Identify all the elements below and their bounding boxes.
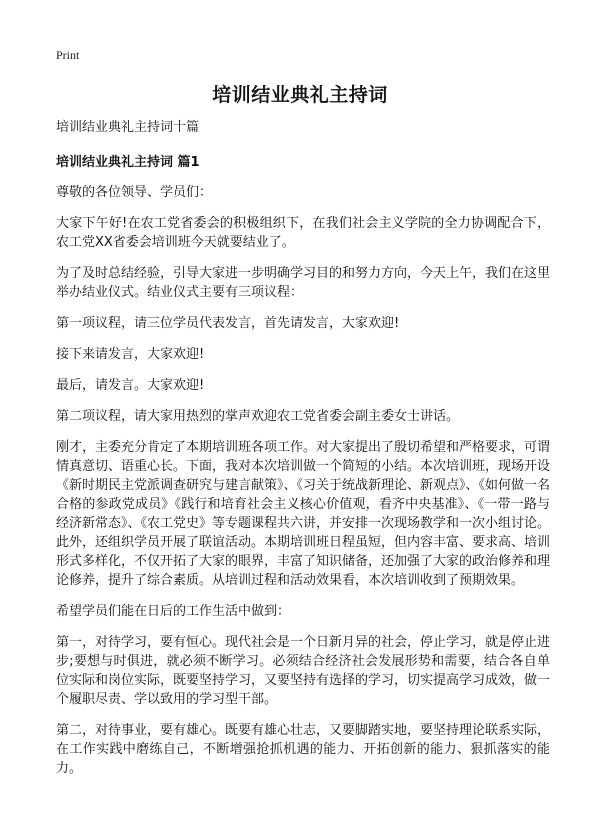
document-body bbox=[56, 118, 550, 790]
section-heading: 培训结业典礼主持词 篇1 bbox=[56, 155, 200, 170]
paragraph-next-speaker: 接下来请发言，大家欢迎! bbox=[56, 347, 205, 362]
paragraph-agenda-item-2: 第二项议程，请大家用热烈的掌声欢迎农工党省委会副主委女士讲话。 bbox=[56, 409, 460, 424]
paragraph-agenda-intro: 为了及时总结经验，引导大家进一步明确学习目的和努力方向，今天上午，我们在这里举办结业仪式。结业仪式主要有三项议程： bbox=[56, 266, 551, 300]
paragraph-opening: 大家下午好!在农工党省委会的积极组织下，在我们社会主义学院的全力协调配合下，农工党XX省委会培训班今天就要结业了。 bbox=[56, 216, 550, 250]
paragraph-greeting: 尊敬的各位领导、学员们： bbox=[56, 185, 213, 200]
document-title: 培训结业典礼主持词 bbox=[212, 84, 388, 106]
print-link[interactable]: Print bbox=[56, 48, 80, 62]
paragraph-hopes-intro: 希望学员们能在日后的工作生活中做到： bbox=[56, 604, 291, 619]
document-subtitle: 培训结业典礼主持词十篇 bbox=[56, 120, 200, 135]
paragraph-agenda-item-1: 第一项议程，请三位学员代表发言，首先请发言，大家欢迎! bbox=[56, 316, 400, 331]
paragraph-point-1: 第一，对待学习，要有恒心。现代社会是一个日新月异的社会，停止学习，就是停止进步;要想与时俱进，就必须不断学习。必须结合经济社会发展形势和需要，结合各自单位实际和岗位实际，既要坚持学习，又要坚持有选择的学习，切实提高学习成效，做一个履职尽责、学以致用的学习型干部。 bbox=[56, 635, 551, 707]
paragraph-point-2: 第二，对待事业，要有雄心。既要有雄心壮志，又要脚踏实地，要坚持理论联系实际，在工作实践中磨练自己，不断增强抢抓机遇的能力、开拓创新的能力、狠抓落实的能力。 bbox=[56, 723, 551, 776]
paragraph-summary: 刚才，主委充分肯定了本期培训班各项工作。对大家提出了殷切希望和严格要求，可谓情真意切、语重心长。下面，我对本次培训做一个简短的小结。本次培训班，现场开设《新时期民主党派调查研究与建言献策》、《习关于统战新理论、新观点》、《如何做一名合格的参政党成员》《践行和培育社会主义核心价值观，看齐中央基准》、《一带一路与经济新常态》、《农工党史》等专题课程共六讲，并安排一次现场教学和一次小组讨论。此外，还组织学员开展了联谊活动。本期培训班日程虽短，但内容丰富、要求高、培训形式多样化，不仅开拓了大家的眼界，丰富了知识储备，还加强了大家的政治修养和理论修养，提升了综合素质。从培训过程和活动效果看，本次培训收到了预期效果。 bbox=[56, 440, 551, 588]
paragraph-last-speaker: 最后，请发言。大家欢迎! bbox=[56, 378, 205, 393]
